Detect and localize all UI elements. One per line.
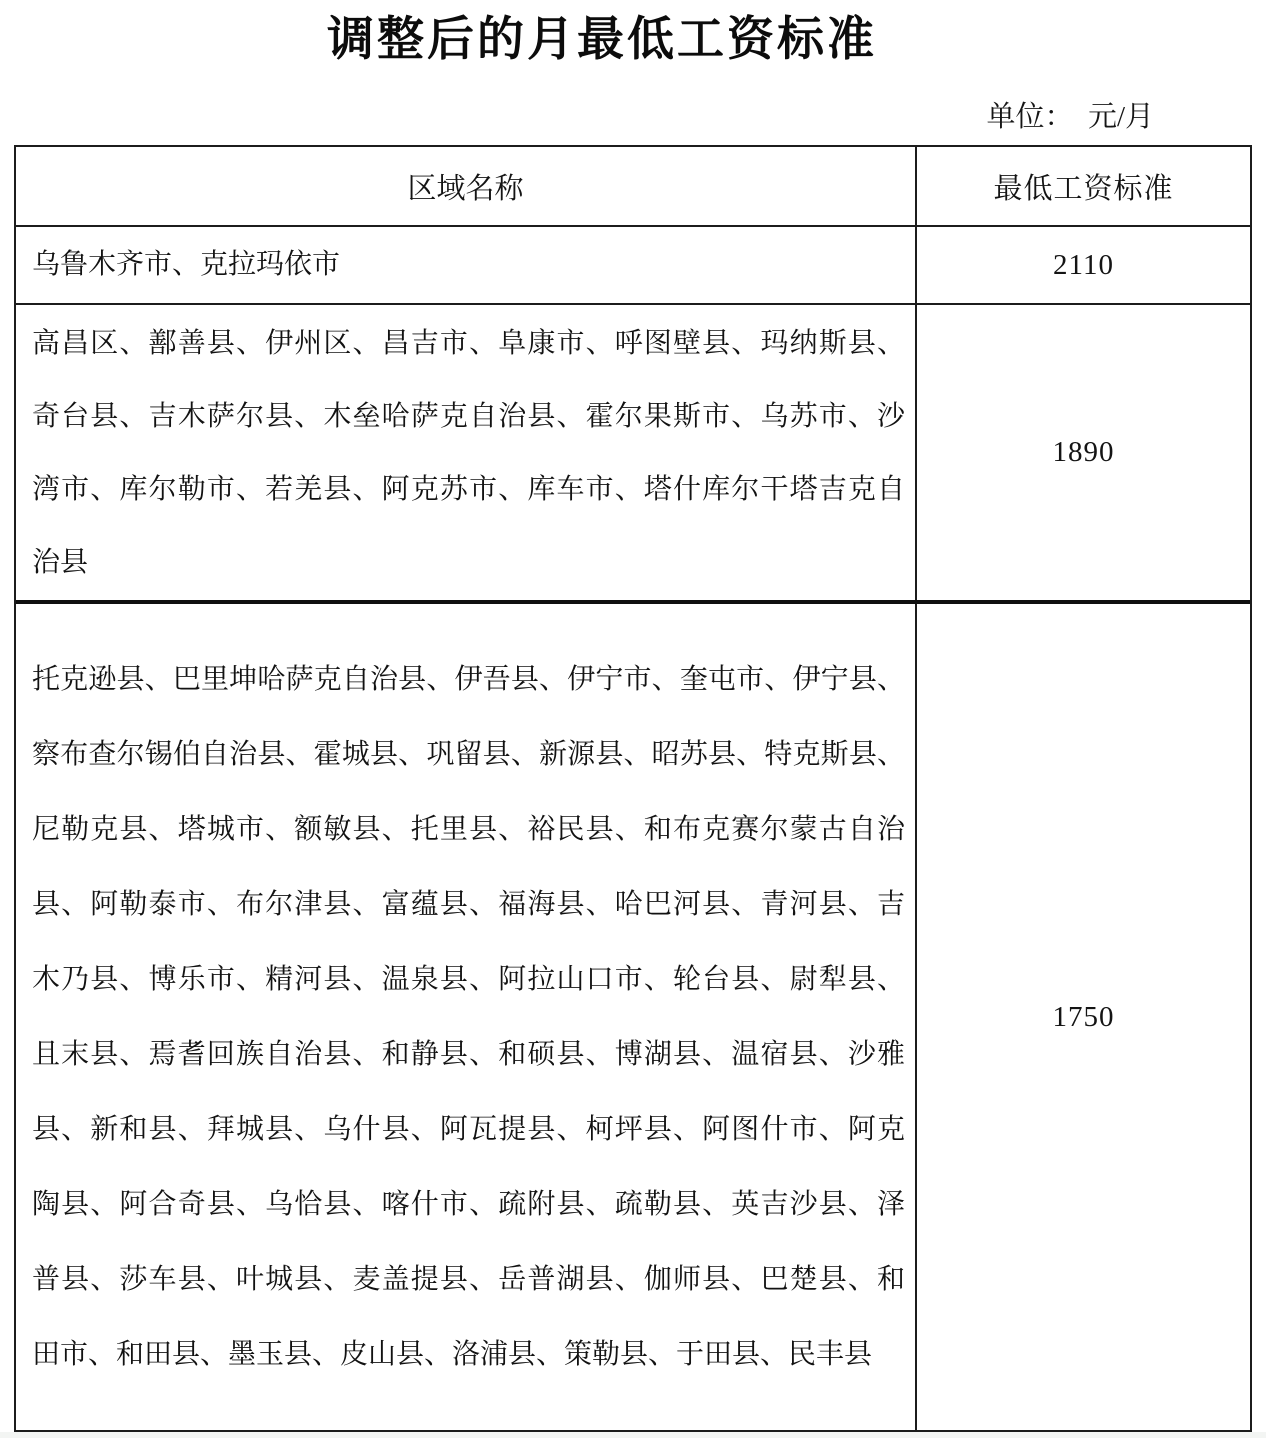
table-header-row — [16, 147, 1250, 227]
region-line: 田市、和田县、墨玉县、皮山县、洛浦县、策勒县、于田县、民丰县 — [32, 1339, 873, 1370]
region-cell — [16, 305, 917, 600]
region-line: 县、新和县、拜城县、乌什县、阿瓦提县、柯坪县、阿图什市、阿克 — [32, 1114, 905, 1145]
unit-label: 单位： 元/月 — [986, 101, 1154, 133]
region-line: 治县 — [32, 546, 89, 578]
page-edge-shadow — [0, 1432, 1266, 1438]
wage-value: 2110 — [1053, 248, 1114, 281]
region-line: 普县、莎车县、叶城县、麦盖提县、岳普湖县、伽师县、巴楚县、和 — [32, 1264, 905, 1295]
table-row — [16, 305, 1250, 604]
header-region-name: 区域名称 — [16, 147, 917, 225]
region-line: 且末县、焉耆回族自治县、和静县、和硕县、博湖县、温宿县、沙雅 — [32, 1039, 905, 1070]
region-line: 高昌区、鄯善县、伊州区、昌吉市、阜康市、呼图壁县、玛纳斯县、 — [32, 327, 905, 359]
region-cell — [16, 604, 917, 1430]
page-title: 调整后的月最低工资标准 — [327, 14, 877, 66]
region-line: 县、阿勒泰市、布尔津县、富蕴县、福海县、哈巴河县、青河县、吉 — [32, 889, 905, 920]
minimum-wage-table — [14, 145, 1252, 1432]
region-line: 木乃县、博乐市、精河县、温泉县、阿拉山口市、轮台县、尉犁县、 — [32, 964, 905, 995]
wage-value: 1750 — [1052, 1000, 1115, 1033]
table-row — [16, 227, 1250, 305]
region-cell — [16, 227, 917, 303]
region-line: 察布查尔锡伯自治县、霍城县、巩留县、新源县、昭苏县、特克斯县、 — [32, 739, 905, 770]
region-line: 湾市、库尔勒市、若羌县、阿克苏市、库车市、塔什库尔干塔吉克自 — [32, 473, 905, 505]
wage-value: 1890 — [1052, 436, 1115, 468]
region-line: 陶县、阿合奇县、乌恰县、喀什市、疏附县、疏勒县、英吉沙县、泽 — [32, 1189, 905, 1220]
table-row — [16, 604, 1250, 1430]
region-line: 奇台县、吉木萨尔县、木垒哈萨克自治县、霍尔果斯市、乌苏市、沙 — [32, 400, 905, 432]
region-line: 乌鲁木齐市、克拉玛依市 — [32, 249, 341, 280]
region-line: 尼勒克县、塔城市、额敏县、托里县、裕民县、和布克赛尔蒙古自治 — [32, 814, 905, 845]
header-minimum-wage: 最低工资标准 — [993, 172, 1174, 205]
region-line: 托克逊县、巴里坤哈萨克自治县、伊吾县、伊宁市、奎屯市、伊宁县、 — [32, 664, 905, 695]
